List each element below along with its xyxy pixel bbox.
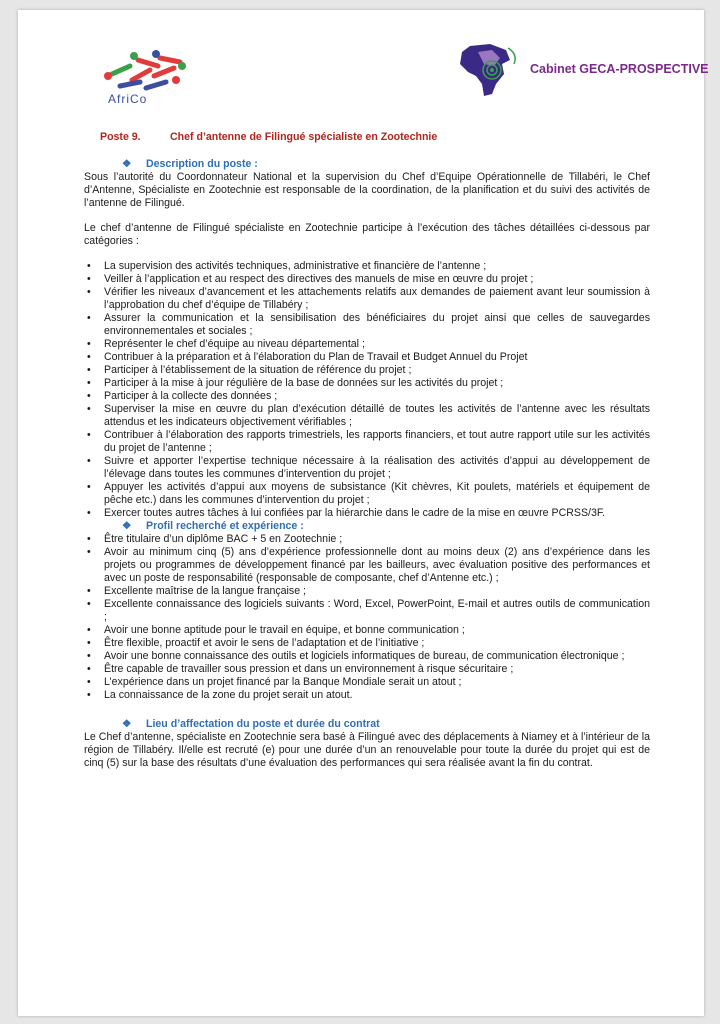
list-item: • L’expérience dans un projet financé par la Banque Mondiale serait un atout ; xyxy=(84,676,650,689)
list-item: • Contribuer à l’élaboration des rapports trimestriels, les rapports financiers, et tout autre rapport utile sur les activités du projet de l’antenne ; xyxy=(84,429,650,455)
location-heading: ❖ Lieu d’affectation du poste et durée du contrat xyxy=(122,718,380,730)
list-item: • Être titulaire d’un diplôme BAC + 5 en Zootechnie ; xyxy=(84,533,650,546)
post-name: Chef d’antenne de Filingué spécialiste en Zootechnie xyxy=(170,131,438,143)
list-item: • Avoir au minimum cinq (5) ans d’expérience professionnelle dont au moins deux (2) ans d’expérience dans les projets ou programmes de développement financé par les bailleurs, avec évaluation positive des performances et avec un poste de responsabilité (responsable de composante, chef d’Antenne etc.) ; xyxy=(84,546,650,585)
list-item: • Représenter le chef d’équipe au niveau départemental ; xyxy=(84,338,650,351)
geca-logo xyxy=(448,40,708,100)
description-heading: ❖ Description du poste : xyxy=(122,158,258,170)
list-item: • Contribuer à la préparation et à l’élaboration du Plan de Travail et Budget Annuel du Projet xyxy=(84,351,650,364)
diamond-bullet-icon: ❖ xyxy=(122,158,132,170)
list-item: • Avoir une bonne connaissance des outils et logiciels informatiques de bureau, de communication électronique ; xyxy=(84,650,650,663)
list-item: • Suivre et apporter l’expertise technique nécessaire à la réalisation des activités d’appui au développement de l’élevage dans toutes les communes d’intervention du projet ; xyxy=(84,455,650,481)
document-body xyxy=(84,131,650,770)
diamond-bullet-icon: ❖ xyxy=(122,520,132,532)
post-number: Poste 9. xyxy=(100,131,141,143)
list-item: • Exercer toutes autres tâches à lui confiées par la hiérarchie dans le cadre de la mise en œuvre PCRSS/3F. xyxy=(84,507,650,520)
tasks-intro: Le chef d’antenne de Filingué spécialiste en Zootechnie participe à l’exécution des tâches détaillées ci-dessous par catégories : xyxy=(84,222,650,247)
list-item: • Assurer la communication et la sensibilisation des bénéficiaires du projet ainsi que celles de sauvegardes environnementales et sociales ; xyxy=(84,312,650,338)
list-item: • Être flexible, proactif et avoir le sens de l’adaptation et de l’initiative ; xyxy=(84,637,650,650)
list-item: • Participer à la mise à jour régulière de la base de données sur les activités du projet ; xyxy=(84,377,650,390)
list-item: • Excellente connaissance des logiciels suivants : Word, Excel, PowerPoint, E-mail et autres outils de communication ; xyxy=(84,598,650,624)
africo-wordmark: AfriCo xyxy=(108,92,148,106)
africa-map-icon xyxy=(448,40,528,100)
list-item: • Avoir une bonne aptitude pour le travail en équipe, et bonne communication ; xyxy=(84,624,650,637)
list-item: • Être capable de travailler sous pression et dans un environnement à risque sécuritaire ; xyxy=(84,663,650,676)
list-item: • Superviser la mise en œuvre du plan d’exécution détaillé de toutes les activités de l’antenne avec les résultats attendus et les indicateurs objectivement vérifiables ; xyxy=(84,403,650,429)
list-item: • Participer à la collecte des données ; xyxy=(84,390,650,403)
list-item: • La supervision des activités techniques, administrative et financière de l’antenne ; xyxy=(84,260,650,273)
document-page xyxy=(18,10,709,1016)
geca-wordmark: Cabinet GECA-PROSPECTIVE xyxy=(530,62,709,76)
list-item: • Excellente maîtrise de la langue française ; xyxy=(84,585,650,598)
list-item: • Participer à l’établissement de la situation de référence du projet ; xyxy=(84,364,650,377)
description-paragraph: Sous l’autorité du Coordonnateur National et la supervision du Chef d’Equipe Opérationnelle de Tillabéri, le Chef d’Antenne, Spécialiste en Zootechnie est responsable de la coordination, de la planification et du suivi des activités de l’antenne de Filingué. xyxy=(84,171,650,209)
profile-list xyxy=(84,533,650,702)
post-title xyxy=(84,131,650,144)
africo-figures-icon xyxy=(90,46,200,96)
list-item: • Vérifier les niveaux d’avancement et les attachements relatifs aux demandes de paiement avant leur soumission à l’approbation du chef d’équipe de Tillabéry ; xyxy=(84,286,650,312)
list-item: • Appuyer les activités d’appui aux moyens de subsistance (Kit chèvres, Kit poulets, matériels et équipement de pêche etc.) dans les communes d’intervention du projet ; xyxy=(84,481,650,507)
list-item: • La connaissance de la zone du projet serait un atout. xyxy=(84,689,650,702)
profile-heading: ❖ Profil recherché et expérience : xyxy=(122,520,304,532)
africo-logo xyxy=(90,46,210,116)
tasks-list xyxy=(84,260,650,520)
diamond-bullet-icon: ❖ xyxy=(122,718,132,730)
location-paragraph: Le Chef d’antenne, spécialiste en Zootechnie sera basé à Filingué avec des déplacements à Niamey et à l’intérieur de la région de Tillabéry. Il/elle est recruté (e) pour une durée d’un an renouvelable pour toute la durée du projet qui est de cinq (5) sur la base des résultats d’une évaluation des performances qui sera réalisée avant la fin du contrat. xyxy=(84,731,650,769)
list-item: • Veiller à l’application et au respect des directives des manuels de mise en œuvre du projet ; xyxy=(84,273,650,286)
